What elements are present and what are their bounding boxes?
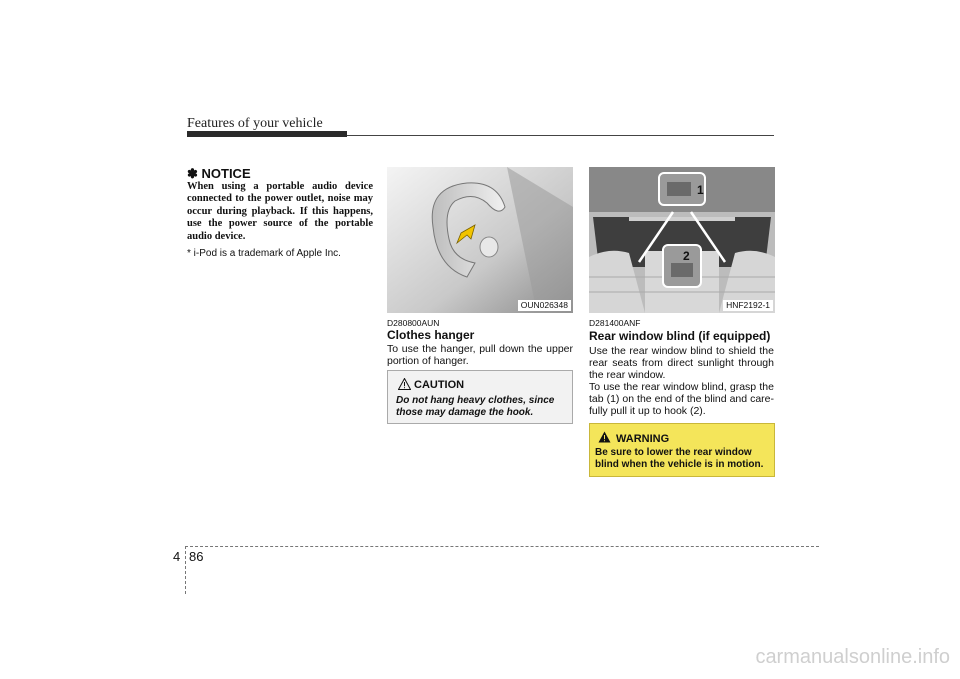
page-section-number: 4 xyxy=(173,549,181,564)
caution-box xyxy=(387,370,573,424)
warning-triangle-icon xyxy=(598,431,611,443)
notice-title: ✽ NOTICE xyxy=(187,166,251,181)
section-body-1: Use the rear window blind to shield the rear seats from direct sunlight through the rear window. xyxy=(589,345,774,382)
section-code: D280800AUN xyxy=(387,318,440,328)
callout-1: 1 xyxy=(697,183,704,197)
warning-triangle-icon xyxy=(398,378,411,390)
watermark: carmanualsonline.info xyxy=(755,646,950,668)
image-code: OUN026348 xyxy=(518,300,571,311)
caution-body: Do not hang heavy clothes, since those may damage the hook. xyxy=(396,395,555,418)
header-bar xyxy=(187,131,347,137)
section-code: D281400ANF xyxy=(589,318,641,328)
warning-title: WARNING xyxy=(616,433,670,445)
ipod-footnote: * i-Pod is a trademark of Apple Inc. xyxy=(187,248,341,259)
header-rule xyxy=(347,135,774,136)
footer-rule xyxy=(185,546,819,547)
caution-title: CAUTION xyxy=(414,379,465,391)
callout-2: 2 xyxy=(683,249,690,263)
section-title: Clothes hanger xyxy=(387,328,475,342)
clothes-hanger-photo xyxy=(387,167,573,313)
warning-box xyxy=(589,423,775,477)
section-body-2: To use the rear window blind, grasp the tab (1) on the end of the blind and care-fully pull it up to hook (2). xyxy=(589,381,774,418)
footer-vertical-rule xyxy=(185,546,186,594)
notice-body: When using a portable audio device connected to the power outlet, noise may occur during playback. If this happens, use the power source of the portable audio device. xyxy=(187,181,373,242)
section-title: Rear window blind (if equipped) xyxy=(589,329,771,343)
image-code: HNF2192-1 xyxy=(723,300,773,311)
warning-body: Be sure to lower the rear window blind when the vehicle is in motion. xyxy=(595,447,764,470)
page-header-title: Features of your vehicle xyxy=(187,116,323,131)
section-body: To use the hanger, pull down the upper portion of hanger. xyxy=(387,343,573,368)
rear-blind-photo xyxy=(589,167,775,313)
page-number: 86 xyxy=(189,549,204,564)
